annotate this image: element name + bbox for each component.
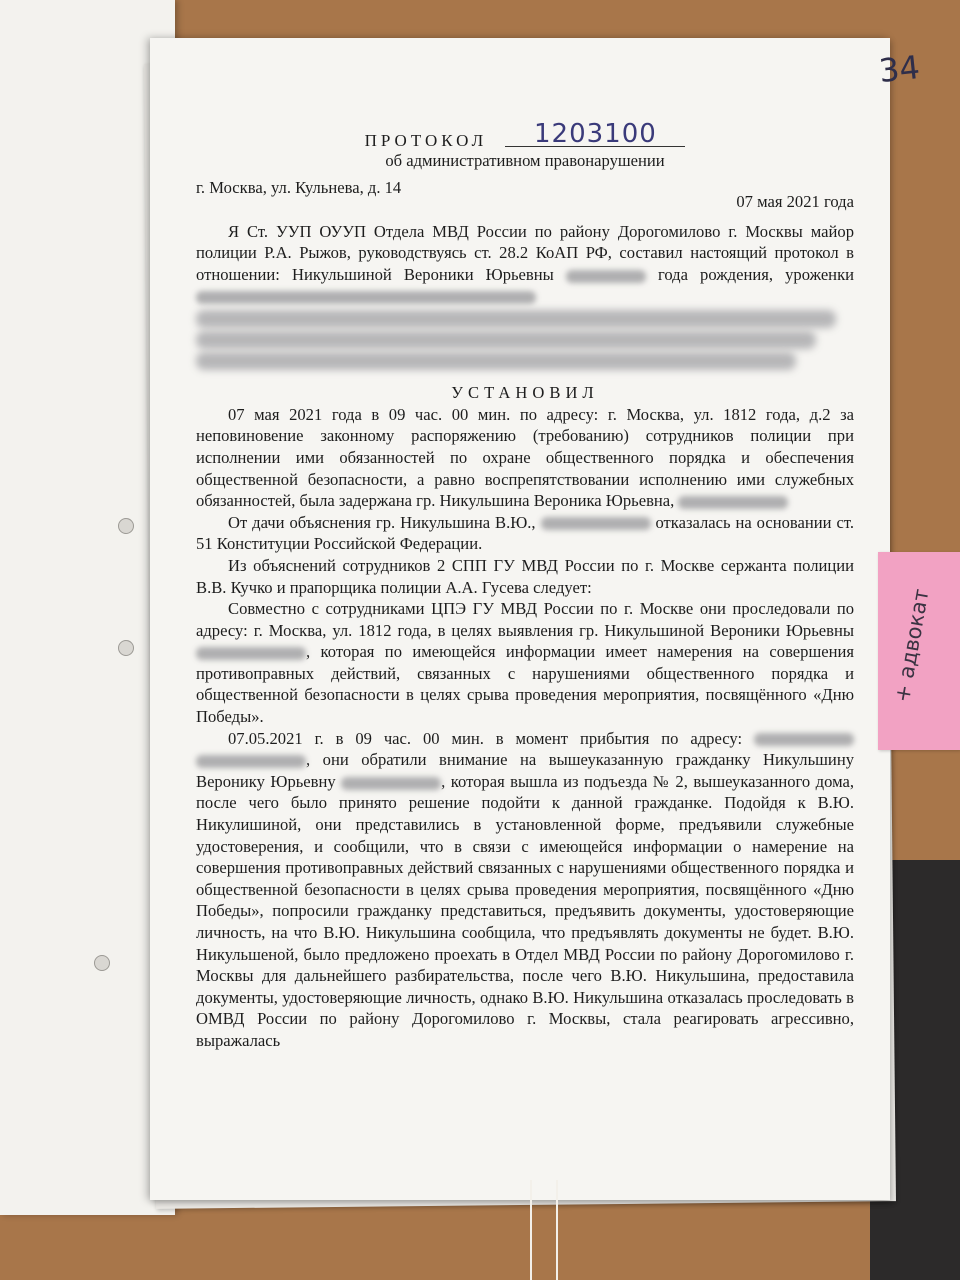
- redacted-text: [341, 777, 441, 790]
- protocol-title: ПРОТОКОЛ: [364, 131, 488, 150]
- body-paragraph: [196, 728, 854, 1052]
- paragraph-text: От дачи объяснения гр. Никульшина В.Ю.,: [228, 512, 536, 532]
- punch-hole: [118, 640, 134, 656]
- protocol-document: [196, 119, 855, 1052]
- sticky-note-text: + адвокат: [890, 587, 934, 705]
- protocol-title-row: [196, 119, 854, 152]
- date: 07 мая 2021 года: [736, 192, 854, 212]
- paragraph-text: отказалась на основании ст. 51 Конституции Российской Федерации.: [196, 512, 854, 554]
- sticky-note: [878, 552, 960, 750]
- page-number: 34: [877, 47, 922, 91]
- body-paragraph: [196, 555, 854, 598]
- redacted-line: [196, 352, 796, 370]
- paragraph-text: , они обратили внимание на вышеуказанную гражданку Никульшину Веронику Юрьевну: [196, 750, 854, 791]
- intro-paragraph: [196, 221, 854, 307]
- body-paragraph: [196, 598, 854, 728]
- paragraph-text: Совместно с сотрудниками ЦПЭ ГУ МВД России по г. Москве они проследовали по адресу: г. Москва, ул. 1812 года, в целях выявления гр. Никульшиной Вероники Юрьевны: [196, 599, 854, 640]
- binding-thread: [530, 1180, 558, 1280]
- redacted-text: [196, 291, 536, 304]
- redacted-text: [196, 755, 306, 768]
- punch-hole: [118, 518, 134, 534]
- redacted-text: [566, 270, 646, 283]
- section-heading: УСТАНОВИЛ: [451, 383, 599, 403]
- punch-hole: [94, 955, 110, 971]
- redacted-line: [196, 331, 816, 349]
- redacted-text: [541, 517, 651, 530]
- redacted-line: [196, 310, 836, 328]
- place-date-row: [196, 177, 854, 213]
- paragraph-text: 07.05.2021 г. в 09 час. 00 мин. в момент прибытия по адресу:: [228, 728, 743, 748]
- place: г. Москва, ул. Кульнева, д. 14: [196, 178, 402, 198]
- paragraph-text: Из объяснений сотрудников 2 СПП ГУ МВД России по г. Москве сержанта полиции В.В. Кучко и прапорщика полиции А.А. Гусева следует:: [196, 555, 854, 597]
- intro-birth-text: года рождения, уроженки: [657, 264, 855, 284]
- paragraph-text: , которая вышла из подъезда № 2, вышеуказанного дома, после чего было принято решение подойти к данной гражданке. Подойдя к В.Ю. Никулишиной, они представились в установленной форме, предъявили служебные удостоверения, и сообщили, что в связи с имеющейся информации о намерение на совершения противоправных действий связанных с нарушениями общественного порядка и общественной безопасности в целях срыва проведения мероприятия, посвящённого «Дню Победы», попросили гражданку представиться, предъявить документы, удостоверяющие личность, на что В.Ю. Никульшина сообщила, что предъявлять документы не будет. В.Ю. Никульшеной, было предложено проехать в Отдел МВД России по району Дорогомилово г. Москвы для дальнейшего разбирательства, после чего В.Ю. Никульшина, предоставила документы, удостоверяющие личность, однако В.Ю. Никульшина отказалась проследовать в ОМВД России по району Дорогомилово г. Москвы, стала реагировать агрессивно, выражалась: [196, 771, 854, 1050]
- paragraph-text: , которая по имеющейся информации имеет намерения на совершения противоправных действий, связанных с нарушениями общественного порядка и общественной безопасности в целях срыва проведения мероприятия, посвящённого «Дню Победы».: [196, 642, 854, 727]
- redacted-text: [678, 496, 788, 509]
- protocol-number: 1203100: [505, 124, 685, 147]
- body-paragraph: [196, 404, 854, 512]
- paragraph-text: 07 мая 2021 года в 09 час. 00 мин. по адресу: г. Москва, ул. 1812 года, д.2 за неповиновение законному распоряжению (требованию) сотрудников полиции при исполнении ими обязанностей по охране общественного порядка и обеспечения общественной безопасности, а равно воспрепятствовании исполнению ими служебных обязанностей, была задержана гр. Никульшина Вероника Юрьевна,: [196, 404, 854, 511]
- redacted-text: [754, 733, 854, 746]
- redacted-text: [196, 647, 306, 660]
- intro-text: Я Ст. УУП ОУУП Отдела МВД России по району Дорогомилово г. Москвы майор полиции Р.А. Рыжов, руководствуясь ст. 28.2 КоАП РФ, составил настоящий протокол в отношении: Никульшиной Вероники Юрьевны: [196, 221, 854, 284]
- body-paragraph: [196, 512, 854, 555]
- protocol-subtitle: об административном правонарушении: [385, 150, 665, 170]
